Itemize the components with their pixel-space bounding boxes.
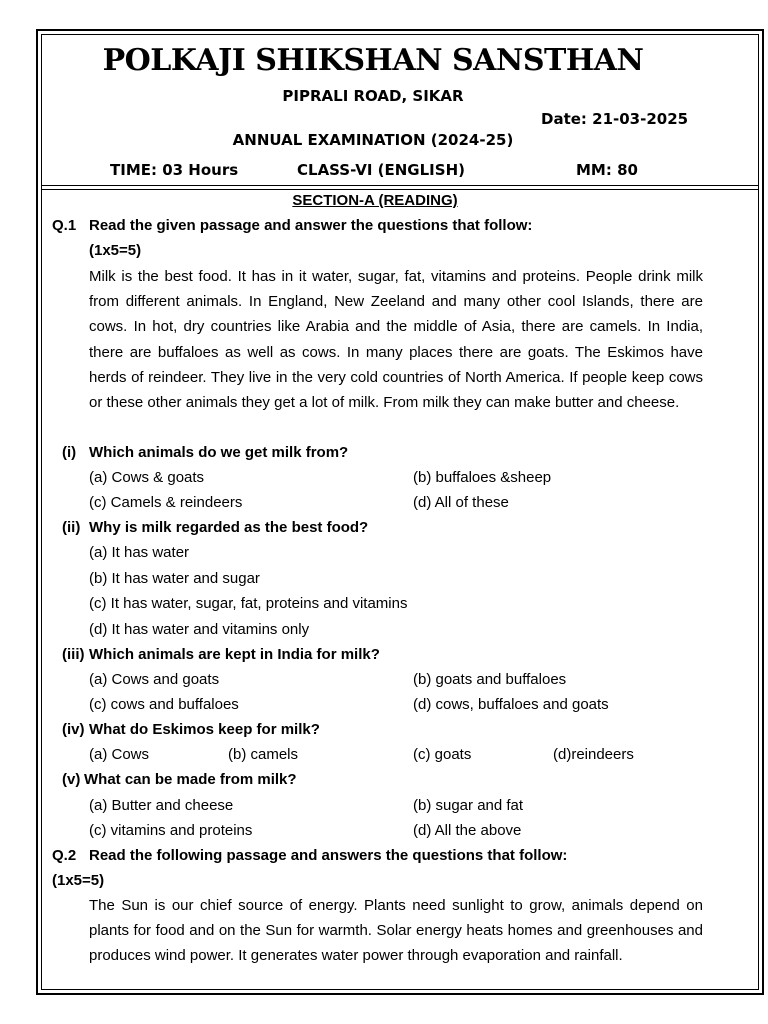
q2-marks: (1x5=5) bbox=[52, 872, 105, 889]
option-d: (d) All of these bbox=[413, 494, 509, 511]
option-a: (a) Cows & goats bbox=[89, 469, 205, 486]
question-number: (iii) bbox=[62, 646, 85, 663]
question-text: Which animals are kept in India for milk? bbox=[89, 646, 380, 663]
option-a: (a) Cows bbox=[89, 746, 150, 763]
school-name: POLKAJI SHIKSHAN SANSTHAN bbox=[102, 43, 644, 78]
question-text: Which animals do we get milk from? bbox=[89, 444, 349, 461]
option-d: (d) cows, buffaloes and goats bbox=[413, 696, 609, 713]
question-number: (i) bbox=[62, 444, 77, 461]
option-b: (b) It has water and sugar bbox=[89, 570, 260, 587]
question-number: (iv) bbox=[62, 721, 85, 738]
option-a: (a) It has water bbox=[89, 544, 190, 561]
option-b: (b) camels bbox=[228, 746, 299, 763]
max-marks: MM: 80 bbox=[576, 161, 638, 179]
q1-number: Q.1 bbox=[52, 217, 77, 234]
section-heading: SECTION-A (READING) bbox=[292, 192, 458, 209]
exam-class: CLASS-VI (ENGLISH) bbox=[297, 161, 465, 179]
option-a: (a) Butter and cheese bbox=[89, 797, 234, 814]
question-text: What do Eskimos keep for milk? bbox=[89, 721, 320, 738]
option-c: (c) cows and buffaloes bbox=[89, 696, 239, 713]
exam-time: TIME: 03 Hours bbox=[110, 161, 239, 179]
option-a: (a) Cows and goats bbox=[89, 671, 220, 688]
q2-instruction: Read the following passage and answers the questions that follow: bbox=[89, 847, 568, 864]
option-d: (d)reindeers bbox=[553, 746, 634, 763]
option-c: (c) vitamins and proteins bbox=[89, 822, 253, 839]
question-text: What can be made from milk? bbox=[84, 771, 297, 788]
q1-marks: (1x5=5) bbox=[89, 242, 142, 259]
question-number: (v) bbox=[62, 771, 81, 788]
q2-passage: The Sun is our chief source of energy. Plants need sunlight to grow, animals depend on plants for food and on the Sun for warmth. Solar energy heats homes and greenhouses and produces wind power. It generates water power through evaporation and rainfall. bbox=[89, 897, 703, 965]
header-divider bbox=[41, 185, 759, 186]
q1-instruction: Read the given passage and answer the questions that follow: bbox=[89, 217, 533, 234]
option-b: (b) sugar and fat bbox=[413, 797, 524, 814]
option-d: (d) All the above bbox=[413, 822, 522, 839]
header-divider-double bbox=[41, 189, 759, 190]
option-c: (c) Camels & reindeers bbox=[89, 494, 243, 511]
option-d: (d) It has water and vitamins only bbox=[89, 621, 310, 638]
school-address: PIPRALI ROAD, SIKAR bbox=[282, 87, 464, 105]
question-text: Why is milk regarded as the best food? bbox=[89, 519, 369, 536]
option-c: (c) goats bbox=[413, 746, 472, 763]
q2-number: Q.2 bbox=[52, 847, 77, 864]
exam-title: ANNUAL EXAMINATION (2024-25) bbox=[232, 131, 514, 149]
q1-passage: Milk is the best food. It has in it water, sugar, fat, vitamins and proteins. People drink milk from different animals. In England, New Zeeland and many other cool Islands, there are cows. In hot, dry countries like Arabia and the middle of Asia, there are camels. In India, there are buffaloes as well as cows. In many places there are goats. The Eskimos have herds of reindeer. They live in the very cold countries of North America. If people keep cows or these other animals they get a lot of milk. From milk they can make butter and cheese. bbox=[89, 268, 703, 412]
option-c: (c) It has water, sugar, fat, proteins and vitamins bbox=[89, 595, 408, 612]
question-number: (ii) bbox=[62, 519, 81, 536]
exam-date: Date: 21-03-2025 bbox=[541, 110, 689, 128]
option-b: (b) buffaloes &sheep bbox=[413, 469, 552, 486]
option-b: (b) goats and buffaloes bbox=[413, 671, 567, 688]
